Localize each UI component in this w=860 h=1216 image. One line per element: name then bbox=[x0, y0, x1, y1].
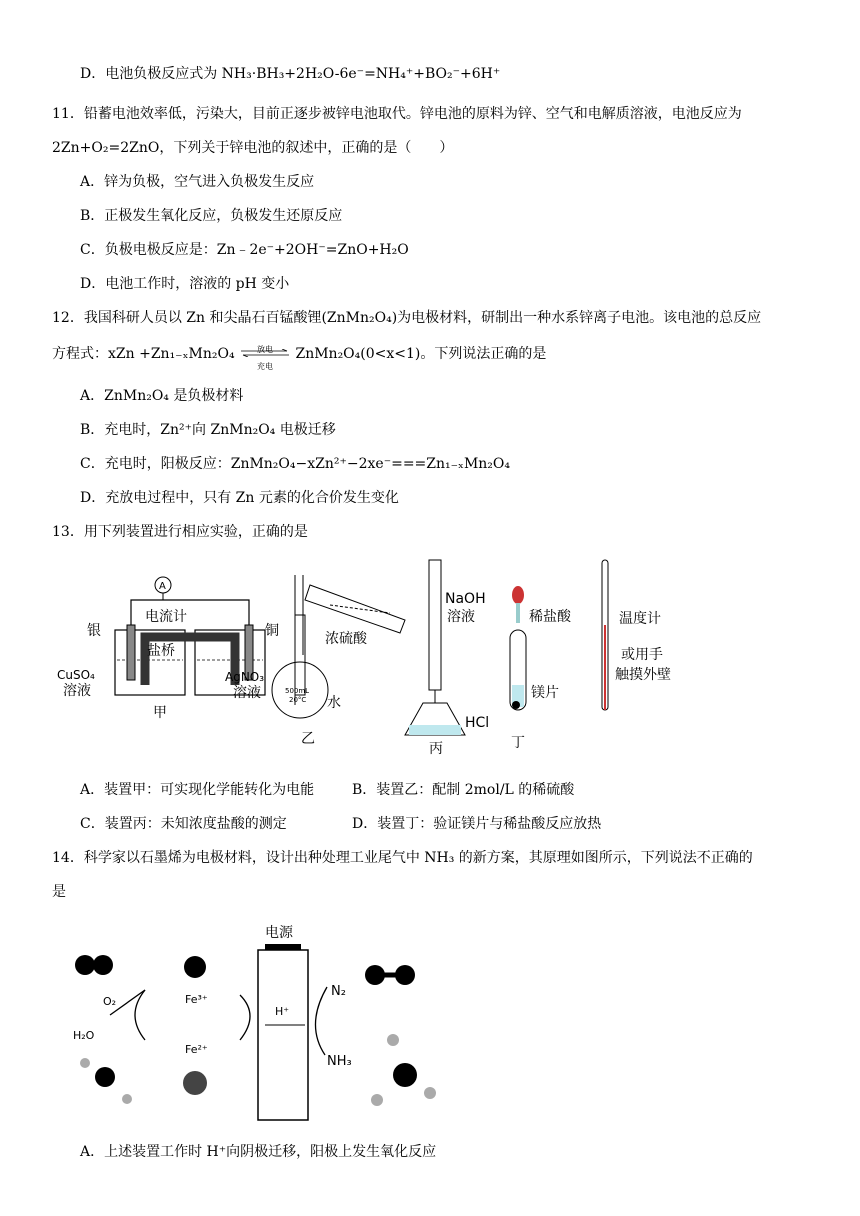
q11-stem-line1: 11．铅蓄电池效率低，污染大，目前正逐步被锌电池取代。锌电池的原料为锌、空气和电解质溶液，电池反应为 bbox=[52, 106, 742, 122]
svg-text:电源: 电源 bbox=[265, 925, 293, 941]
svg-text:Fe³⁺: Fe³⁺ bbox=[185, 993, 208, 1006]
q12-option-d: D．充放电过程中，只有 Zn 元素的化合价发生变化 bbox=[80, 490, 399, 506]
q14-stem-line2: 是 bbox=[52, 884, 66, 900]
svg-text:H₂O: H₂O bbox=[73, 1029, 95, 1042]
burette bbox=[429, 560, 441, 690]
q13-apparatus-figure bbox=[55, 555, 695, 765]
svg-text:丁: 丁 bbox=[511, 735, 525, 751]
q11-option-d: D．电池工作时，溶液的 pH 变小 bbox=[80, 276, 290, 292]
q11-option-b: B．正极发生氧化反应，负极发生还原反应 bbox=[80, 208, 343, 224]
svg-text:O₂: O₂ bbox=[103, 995, 117, 1008]
q14-option-a: A．上述装置工作时 H⁺向阴极迁移，阳极上发生氧化反应 bbox=[80, 1144, 437, 1160]
svg-text:甲: 甲 bbox=[153, 705, 167, 721]
svg-text:N₂: N₂ bbox=[331, 984, 346, 999]
apparatus-yi bbox=[272, 575, 405, 747]
q10-option-d: D．电池负极反应式为 NH₃·BH₃+2H₂O-6e⁻=NH₄⁺+BO₂⁻+6H⁺ bbox=[80, 66, 501, 82]
charge-label: 充电 bbox=[257, 362, 274, 371]
q11-option-a: A．锌为负极，空气进入负极发生反应 bbox=[80, 174, 315, 190]
apparatus-ding bbox=[510, 560, 671, 751]
svg-text:镁片: 镁片 bbox=[531, 685, 559, 701]
apparatus-jia bbox=[57, 577, 279, 721]
svg-text:稀盐酸: 稀盐酸 bbox=[529, 609, 571, 625]
svg-text:浓硫酸: 浓硫酸 bbox=[325, 631, 367, 647]
q12-equation-right: ZnMn₂O₄(0<x<1)。下列说法正确的是 bbox=[295, 346, 547, 362]
svg-text:银: 银 bbox=[87, 623, 101, 639]
q12-option-c: C．充电时，阳极反应：ZnMn₂O₄−xZn²⁺−2xe⁻===Zn₁₋ₓMn₂O₄ bbox=[80, 456, 511, 472]
electrolytic-cell bbox=[258, 950, 308, 1120]
svg-text:Fe²⁺: Fe²⁺ bbox=[185, 1043, 208, 1056]
svg-text:铜: 铜 bbox=[265, 623, 279, 639]
svg-text:或用手: 或用手 bbox=[621, 647, 663, 663]
q13-option-c: C．装置丙：未知浓度盐酸的测定 bbox=[80, 816, 287, 832]
svg-text:AgNO₃: AgNO₃ bbox=[225, 670, 265, 684]
q14-electrolysis-figure bbox=[65, 915, 465, 1125]
q13-option-b: B．装置乙：配制 2mol/L 的稀硫酸 bbox=[352, 782, 575, 798]
q13-option-a: A．装置甲：可实现化学能转化为电能 bbox=[80, 782, 315, 798]
svg-text:乙: 乙 bbox=[301, 731, 315, 747]
reversible-arrow-icon bbox=[241, 349, 289, 357]
svg-text:温度计: 温度计 bbox=[619, 611, 661, 627]
q12-stem-line1: 12．我国科研人员以 Zn 和尖晶石百锰酸锂(ZnMn₂O₄)为电极材料，研制出一种水系锌离子电池。该电池的总反应 bbox=[52, 310, 762, 326]
svg-text:CuSO₄: CuSO₄ bbox=[57, 668, 95, 682]
svg-text:A: A bbox=[159, 581, 166, 592]
svg-text:电流计: 电流计 bbox=[145, 609, 187, 625]
svg-text:水: 水 bbox=[327, 695, 341, 711]
svg-text:溶液: 溶液 bbox=[233, 685, 261, 701]
q11-option-c: C．负极电极反应是：Zn﹣2e⁻+2OH⁻=ZnO+H₂O bbox=[80, 242, 409, 258]
svg-text:HCl: HCl bbox=[465, 715, 490, 731]
svg-text:NaOH: NaOH bbox=[445, 591, 486, 607]
svg-text:H⁺: H⁺ bbox=[275, 1005, 290, 1018]
q12-stem-line2 bbox=[52, 344, 547, 371]
reversible-arrow bbox=[239, 344, 291, 371]
silver-electrode bbox=[127, 625, 135, 680]
power-source-icon bbox=[265, 944, 301, 950]
apparatus-bing bbox=[405, 560, 489, 757]
q12-option-a: A．ZnMn₂O₄ 是负极材料 bbox=[80, 388, 244, 404]
dropper-bulb bbox=[512, 586, 524, 604]
q12-option-b: B．充电时，Zn²⁺向 ZnMn₂O₄ 电极迁移 bbox=[80, 422, 336, 438]
svg-text:溶液: 溶液 bbox=[63, 683, 91, 699]
q11-stem-line2: 2Zn+O₂=2ZnO，下列关于锌电池的叙述中，正确的是（ ） bbox=[52, 140, 454, 156]
svg-text:触摸外壁: 触摸外壁 bbox=[615, 667, 671, 683]
svg-text:500mL: 500mL bbox=[285, 687, 310, 695]
svg-text:NH₃: NH₃ bbox=[327, 1054, 352, 1069]
q13-stem: 13．用下列装置进行相应实验，正确的是 bbox=[52, 524, 308, 540]
q13-option-d: D．装置丁：验证镁片与稀盐酸反应放热 bbox=[352, 816, 602, 832]
q12-equation-left: 方程式：xZn +Zn₁₋ₓMn₂O₄ bbox=[52, 346, 235, 362]
q14-stem-line1: 14．科学家以石墨烯为电极材料，设计出种处理工业尾气中 NH₃ 的新方案，其原理如图所示，下列说法不正确的 bbox=[52, 850, 753, 866]
svg-text:丙: 丙 bbox=[429, 741, 443, 757]
svg-text:盐桥: 盐桥 bbox=[147, 643, 175, 659]
svg-text:20°C: 20°C bbox=[289, 696, 307, 704]
discharge-label: 放电 bbox=[257, 345, 274, 354]
svg-text:溶液: 溶液 bbox=[447, 609, 475, 625]
graduated-cylinder bbox=[305, 585, 405, 633]
